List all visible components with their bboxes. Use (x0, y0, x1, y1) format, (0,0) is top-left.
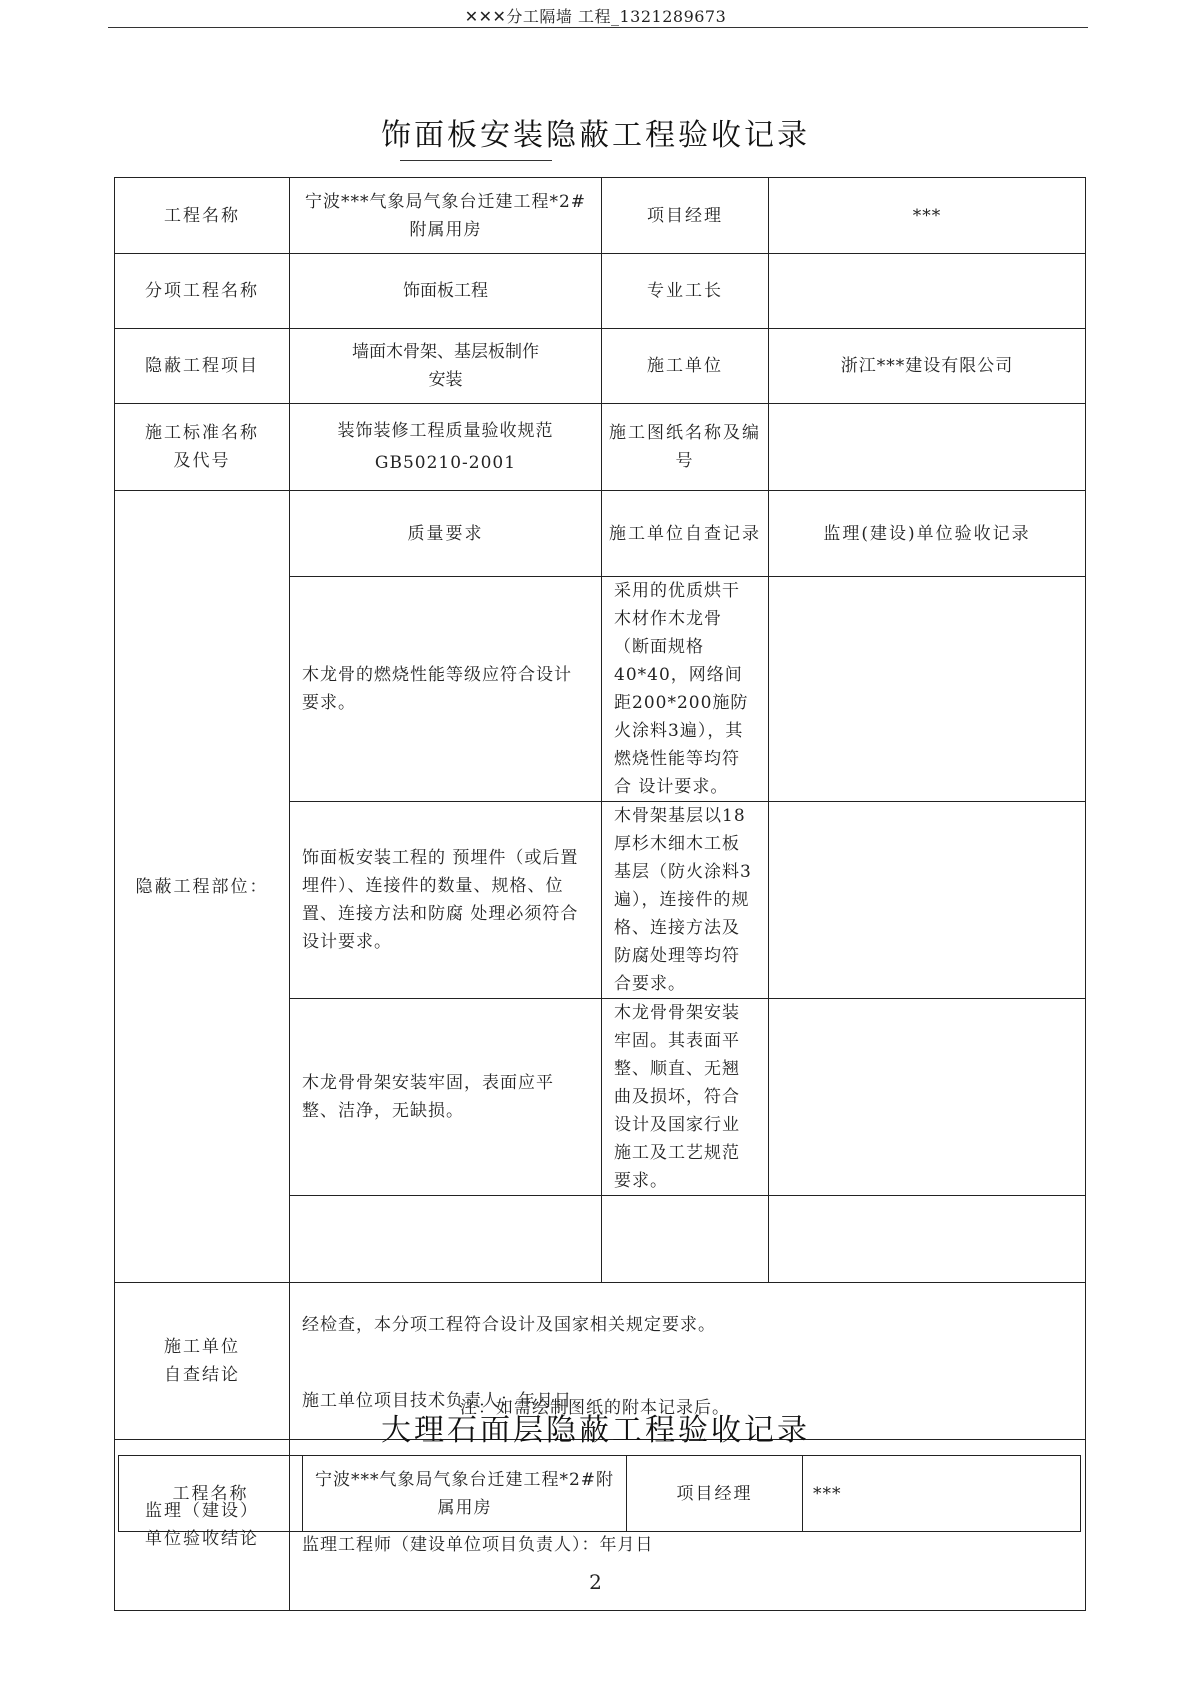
header-rule (108, 27, 1088, 28)
row1-quality: 木龙骨的燃烧性能等级应符合设计要求。 (290, 577, 602, 802)
hidden-part-label: 隐蔽工程部位： (115, 491, 290, 1283)
row4-supervision (769, 1196, 1086, 1283)
record2-project-name-label: 工程名称 (119, 1456, 303, 1532)
col-selfcheck-header: 施工单位自查记录 (602, 491, 769, 577)
standard-value (290, 404, 602, 491)
col-supervision-header: 监理(建设)单位验收记录 (769, 491, 1086, 577)
record2-manager-value: *** (803, 1456, 1081, 1532)
row3-selfcheck: 木龙骨骨架安装牢固。其表面平整、顺直、无翘曲及损坏，符合设计及国家行业施工及工艺规范要求。 (602, 999, 769, 1196)
contractor-label: 施工单位 (602, 329, 769, 404)
project-name-label: 工程名称 (115, 178, 290, 254)
supervision-conclusion-label: 监理（建设）单位验收结论 (115, 1440, 290, 1611)
row4-selfcheck (602, 1196, 769, 1283)
standard-code: GB50210-2001 (374, 453, 517, 473)
col-quality-header: 质量要求 (290, 491, 602, 577)
row3-quality: 木龙骨骨架安装牢固，表面应平整、洁净，无缺损。 (290, 999, 602, 1196)
row4-quality (290, 1196, 602, 1283)
record2-project-name-value: 宁波***气象局气象台迁建工程*2#附属用房 (303, 1456, 627, 1532)
record2-title: 大理石面层隐蔽工程验收记录 (381, 1413, 810, 1448)
drawing-label: 施工图纸名称及编号 (602, 404, 769, 491)
contractor-value: 浙江***建设有限公司 (769, 329, 1086, 404)
supervision-conclusion-sign: 监理工程师（建设单位项目负责人）：年月日 (302, 1535, 654, 1555)
row2-supervision (769, 802, 1086, 999)
subitem-value: 饰面板工程 (290, 254, 602, 329)
row2-selfcheck: 木骨架基层以18厚杉木细木工板基层（防火涂料3遍），连接件的规格、连接方法及防腐处理等均符合要求。 (602, 802, 769, 999)
hidden-item-label: 隐蔽工程项目 (115, 329, 290, 404)
self-conclusion-label: 施工单位自查结论 (115, 1283, 290, 1440)
subitem-label: 分项工程名称 (115, 254, 290, 329)
row1-selfcheck: 采用的优质烘干木材作木龙骨（断面规格40*40，网络间距200*200施防火涂料3遍），其燃烧性能等均符合 设计要求。 (602, 577, 769, 802)
page-number: 2 (589, 1570, 602, 1594)
hidden-item-value: 墙面木骨架、基层板制作安装 (290, 329, 602, 404)
standard-label: 施工标准名称及代号 (115, 404, 290, 491)
record1-title: 饰面板安装隐蔽工程验收记录 (381, 118, 810, 153)
project-name-value: 宁波***气象局气象台迁建工程*2#附属用房 (290, 178, 602, 254)
record2-form-table (118, 1455, 1081, 1532)
standard-name: 装饰装修工程质量验收规范 (337, 421, 554, 441)
foreman-label: 专业工长 (602, 254, 769, 329)
row1-supervision (769, 577, 1086, 802)
row2-quality: 饰面板安装工程的 预埋件（或后置埋件）、连接件的数量、规格、位置、连接方法和防腐 处理必须符合设计要求。 (290, 802, 602, 999)
page-header-text: ✕✕✕分工隔墙 工程_1321289673 (464, 7, 727, 26)
manager-value: *** (769, 178, 1086, 254)
record2-manager-label: 项目经理 (627, 1456, 803, 1532)
record1-note: 注：如需绘制图纸的附本记录后。 (460, 1398, 730, 1418)
self-conclusion-text: 经检查，本分项工程符合设计及国家相关规定要求。 (302, 1315, 716, 1335)
manager-label: 项目经理 (602, 178, 769, 254)
title-underline (400, 160, 552, 161)
row3-supervision (769, 999, 1086, 1196)
self-conclusion-sign: 施工单位项目技术负责人：年月日 (302, 1391, 572, 1411)
drawing-value (769, 404, 1086, 491)
foreman-value (769, 254, 1086, 329)
